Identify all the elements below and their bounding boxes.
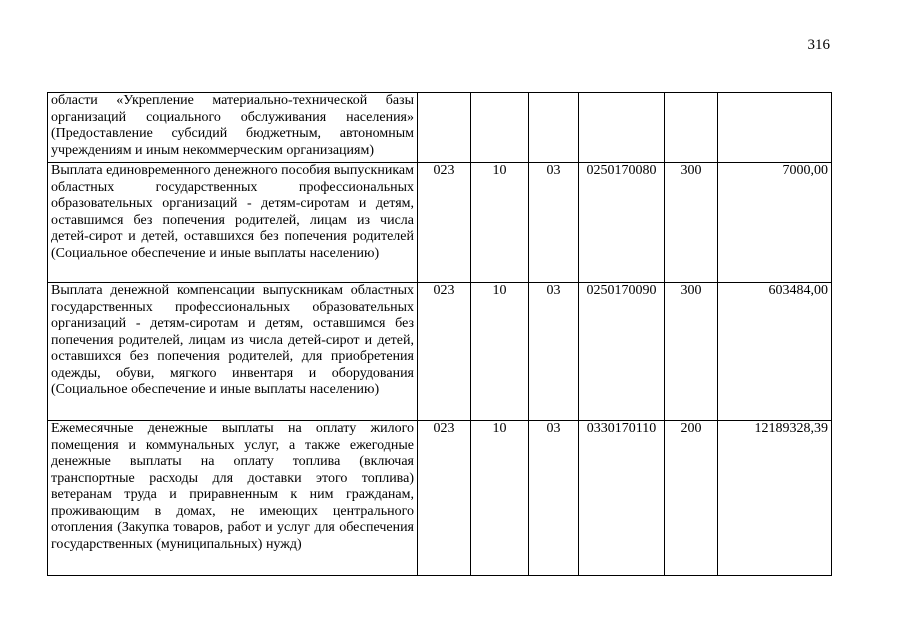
amount-value bbox=[718, 93, 832, 163]
ministry-code: 023 bbox=[418, 421, 471, 576]
table-row bbox=[48, 163, 832, 283]
subsection-code: 03 bbox=[529, 421, 579, 576]
amount-value: 7000,00 bbox=[718, 163, 832, 283]
section-code: 10 bbox=[471, 163, 529, 283]
amount-value: 12189328,39 bbox=[718, 421, 832, 576]
target-article-code bbox=[579, 93, 665, 163]
ministry-code bbox=[418, 93, 471, 163]
section-code: 10 bbox=[471, 421, 529, 576]
expense-type-code: 300 bbox=[665, 163, 718, 283]
table-row bbox=[48, 93, 832, 163]
expense-type-code: 300 bbox=[665, 283, 718, 421]
row-description: Выплата денежной компенсации выпускникам областных государственных профессиональных образовательных организаций - детям-сиротам и детям, оставшимся без попечения родителей, лицам из числа детей-сирот и детей, оставшихся без попечения родителей, для приобретения одежды, обуви, мягкого инвентаря и оборудования (Социальное обеспечение и иные выплаты населению) bbox=[48, 283, 418, 421]
section-code bbox=[471, 93, 529, 163]
target-article-code: 0250170080 bbox=[579, 163, 665, 283]
ministry-code: 023 bbox=[418, 283, 471, 421]
section-code: 10 bbox=[471, 283, 529, 421]
row-description: Ежемесячные денежные выплаты на оплату жилого помещения и коммунальных услуг, а также ежегодные денежные выплаты на оплату топлива (включая транспортные расходы для доставки этого топлива) ветеранам труда и приравненным к ним гражданам, проживающим в домах, не имеющих центрального отопления (Закупка товаров, работ и услуг для обеспечения государственных (муниципальных) нужд) bbox=[48, 421, 418, 576]
budget-table bbox=[47, 92, 832, 576]
subsection-code: 03 bbox=[529, 283, 579, 421]
page-number: 316 bbox=[807, 37, 830, 53]
amount-value: 603484,00 bbox=[718, 283, 832, 421]
expense-type-code bbox=[665, 93, 718, 163]
table-row bbox=[48, 421, 832, 576]
subsection-code: 03 bbox=[529, 163, 579, 283]
table-row bbox=[48, 283, 832, 421]
ministry-code: 023 bbox=[418, 163, 471, 283]
row-description: Выплата единовременного денежного пособия выпускникам областных государственных профессиональных образовательных организаций - детям-сиротам и детям, оставшимся без попечения родителей, лицам из числа детей-сирот и детей, оставшихся без попечения родителей (Социальное обеспечение и иные выплаты населению) bbox=[48, 163, 418, 283]
expense-type-code: 200 bbox=[665, 421, 718, 576]
target-article-code: 0250170090 bbox=[579, 283, 665, 421]
row-description: области «Укрепление материально-технической базы организаций социального обслуживания населения» (Предоставление субсидий бюджетным, автономным учреждениям и иным некоммерческим организациям) bbox=[48, 93, 418, 163]
target-article-code: 0330170110 bbox=[579, 421, 665, 576]
subsection-code bbox=[529, 93, 579, 163]
